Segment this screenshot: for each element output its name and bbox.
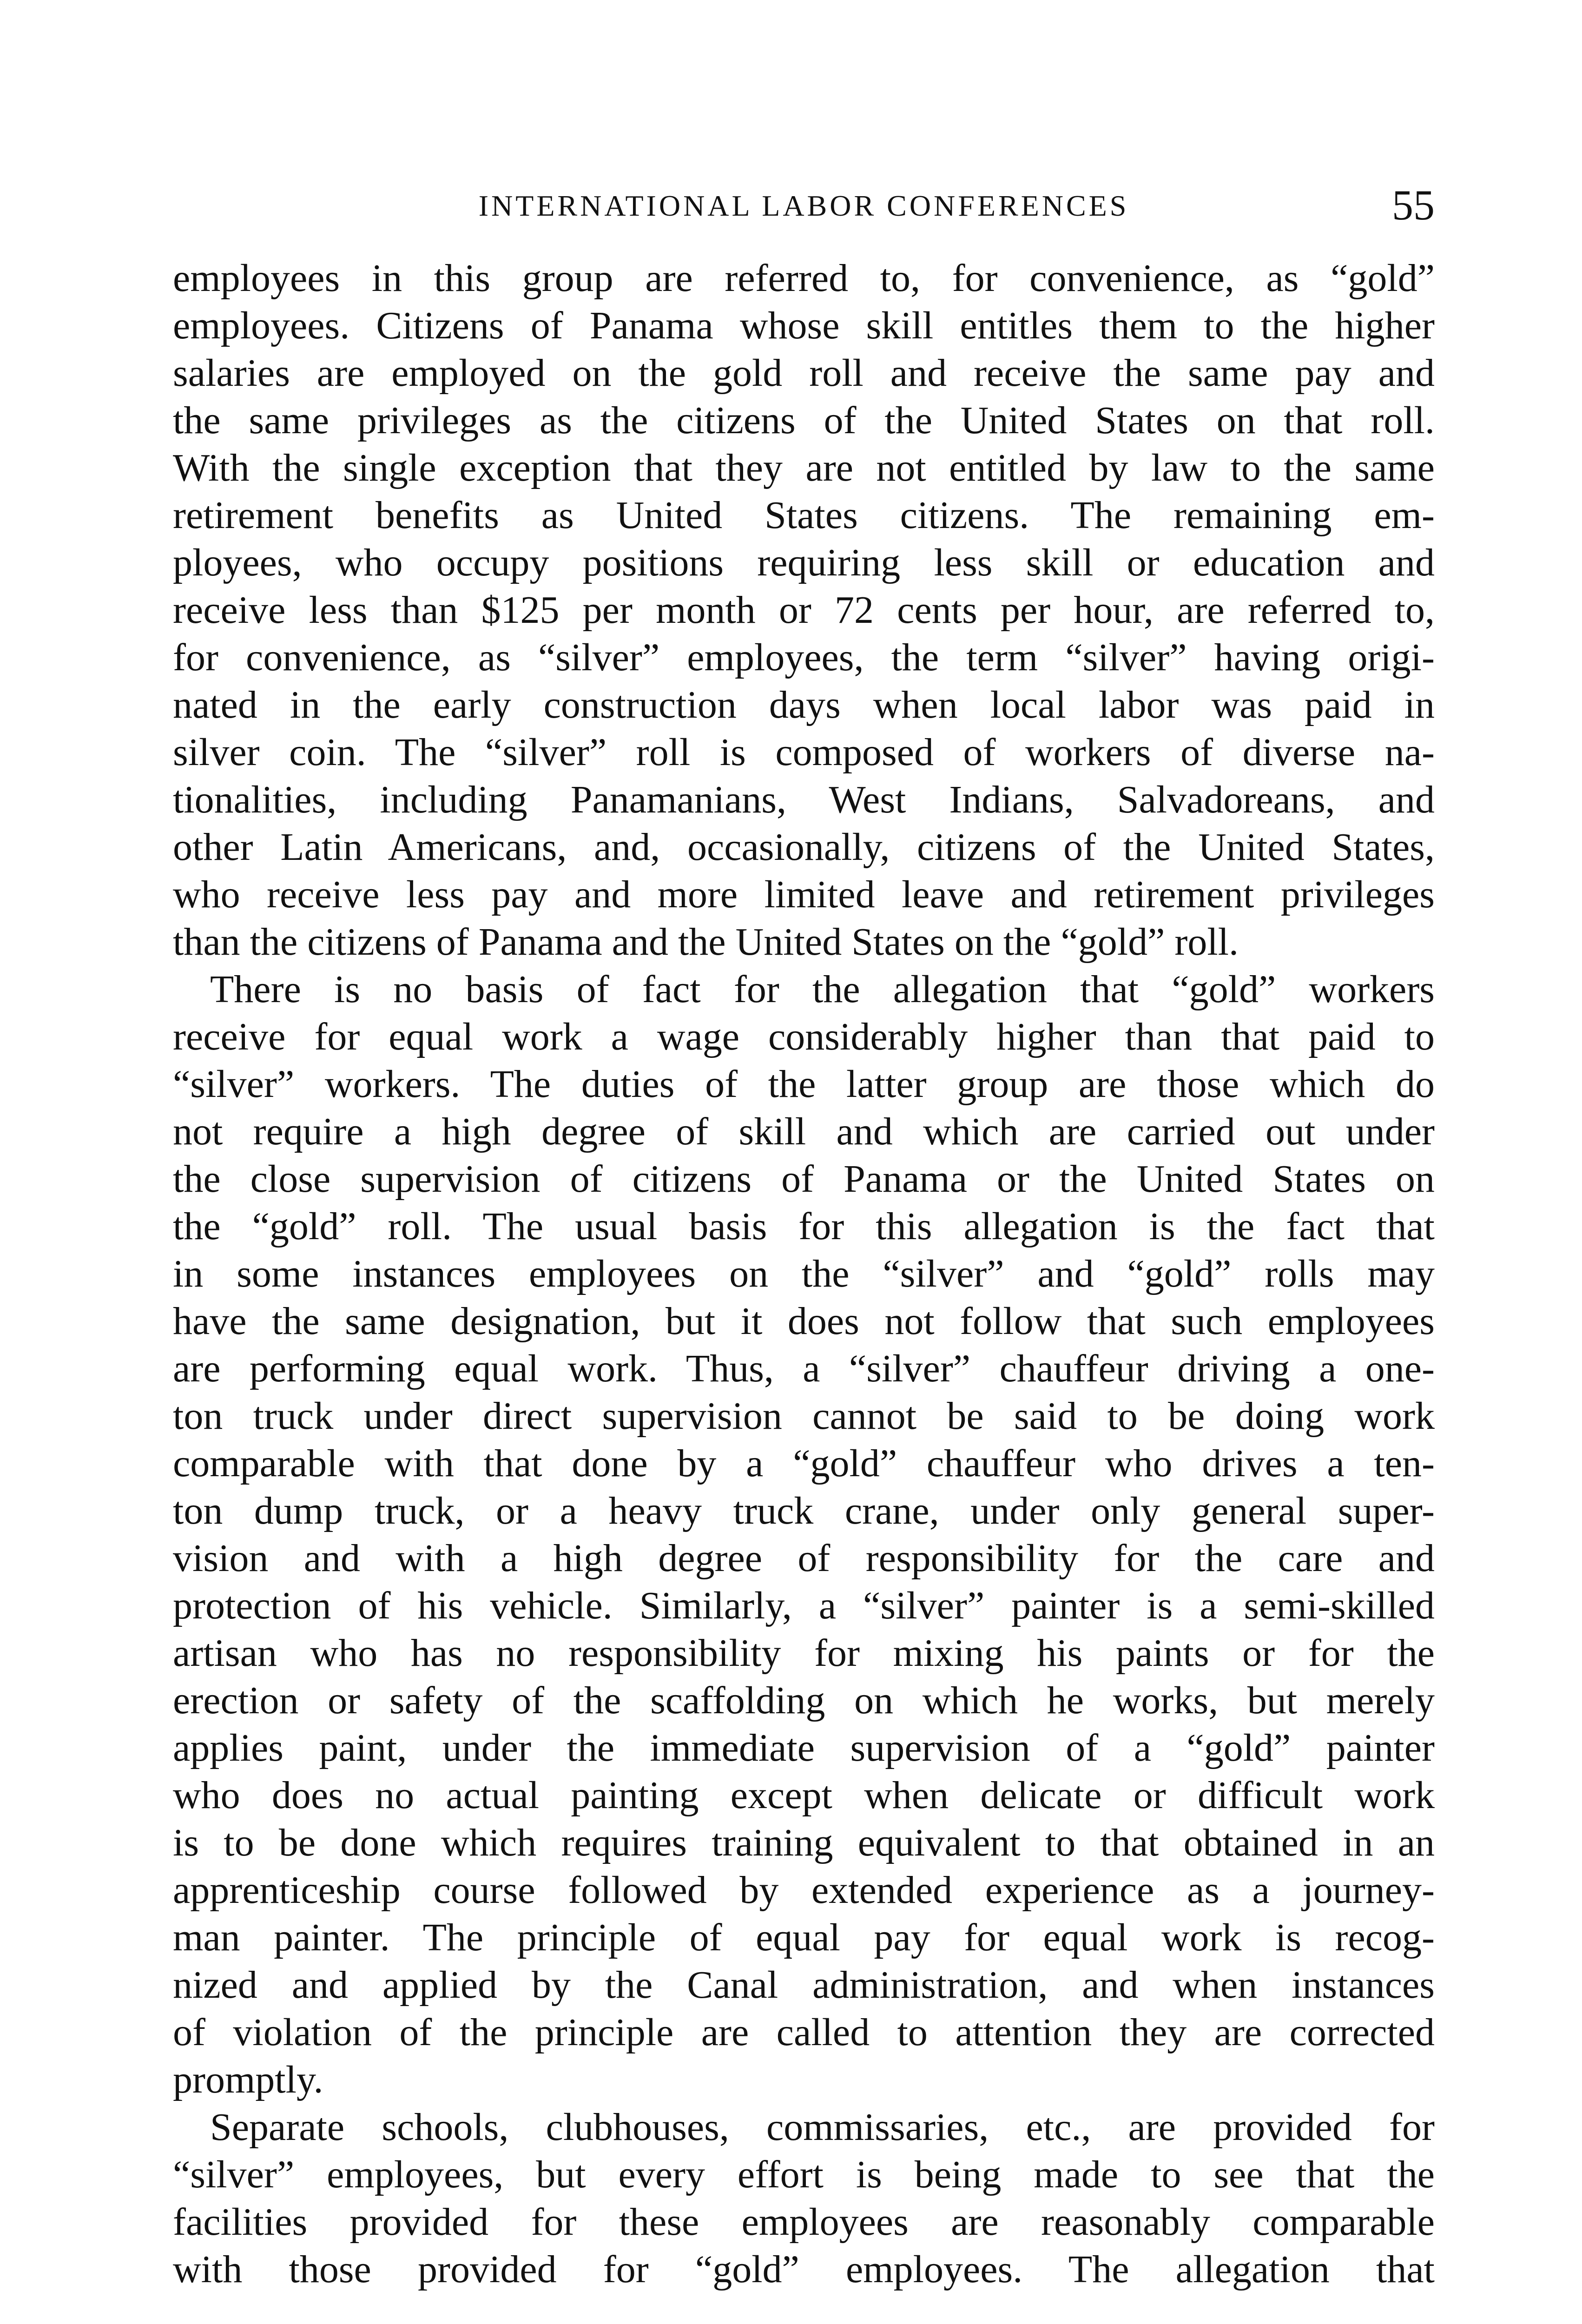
text-line: applies paint, under the immediate supervision of a “gold” painter xyxy=(173,1726,1435,1769)
text-line: not require a high degree of skill and which are carried out under xyxy=(173,1110,1435,1153)
text-line: for convenience, as “silver” employees, the term “silver” having origi- xyxy=(173,636,1435,679)
running-title: INTERNATIONAL LABOR CONFERENCES xyxy=(478,189,1129,222)
text-line: employees in this group are referred to, for convenience, as “gold” xyxy=(173,257,1435,300)
text-line: ployees, who occupy positions requiring less skill or education and xyxy=(173,541,1435,584)
paragraph xyxy=(173,2104,1435,2293)
paragraph xyxy=(173,966,1435,2104)
text-line: nized and applied by the Canal administration, and when instances xyxy=(173,1963,1435,2007)
paragraph xyxy=(173,255,1435,966)
body-text xyxy=(173,255,1435,2293)
text-line: have the same designation, but it does not follow that such employees xyxy=(173,1300,1435,1343)
text-line: with those provided for “gold” employees. The allegation that xyxy=(173,2248,1435,2291)
text-line: nated in the early construction days when local labor was paid in xyxy=(173,683,1435,726)
text-line: facilities provided for these employees are reasonably comparable xyxy=(173,2200,1435,2244)
text-line: silver coin. The “silver” roll is composed of workers of diverse na- xyxy=(173,731,1435,774)
text-line: man painter. The principle of equal pay for equal work is recog- xyxy=(173,1916,1435,1959)
text-line: protection of his vehicle. Similarly, a “silver” painter is a semi-skilled xyxy=(173,1584,1435,1627)
text-line: “silver” employees, but every effort is being made to see that the xyxy=(173,2153,1435,2196)
text-line: other Latin Americans, and, occasionally, citizens of the United States, xyxy=(173,825,1435,869)
text-line: receive less than $125 per month or 72 cents per hour, are referred to, xyxy=(173,588,1435,632)
text-line: erection or safety of the scaffolding on which he works, but merely xyxy=(173,1679,1435,1722)
text-line: ton truck under direct supervision cannot be said to be doing work xyxy=(173,1394,1435,1438)
page-number: 55 xyxy=(1392,181,1435,229)
text-line: who receive less pay and more limited leave and retirement privileges xyxy=(173,873,1435,916)
text-line: of violation of the principle are called to attention they are corrected xyxy=(173,2011,1435,2054)
text-line: receive for equal work a wage considerably higher than that paid to xyxy=(173,1015,1435,1058)
text-line: There is no basis of fact for the allegation that “gold” workers xyxy=(210,968,1435,1011)
text-line: is to be done which requires training equivalent to that obtained in an xyxy=(173,1821,1435,1864)
running-header xyxy=(173,180,1435,231)
text-line: who does no actual painting except when delicate or difficult work xyxy=(173,1774,1435,1817)
text-line: comparable with that done by a “gold” chauffeur who drives a ten- xyxy=(173,1442,1435,1485)
text-line: the “gold” roll. The usual basis for this allegation is the fact that xyxy=(173,1205,1435,1248)
text-line: tionalities, including Panamanians, West Indians, Salvadoreans, and xyxy=(173,778,1435,821)
text-line: the close supervision of citizens of Panama or the United States on xyxy=(173,1157,1435,1201)
text-line: employees. Citizens of Panama whose skill entitles them to the higher xyxy=(173,304,1435,347)
text-line: vision and with a high degree of responsibility for the care and xyxy=(173,1537,1435,1580)
text-line: “silver” workers. The duties of the latter group are those which do xyxy=(173,1063,1435,1106)
text-line: retirement benefits as United States citizens. The remaining em- xyxy=(173,494,1435,537)
text-line: artisan who has no responsibility for mixing his paints or for the xyxy=(173,1631,1435,1675)
text-line: the same privileges as the citizens of the United States on that roll. xyxy=(173,399,1435,442)
text-line: in some instances employees on the “silver” and “gold” rolls may xyxy=(173,1252,1435,1295)
text-line: than the citizens of Panama and the United States on the “gold” roll. xyxy=(173,920,1239,964)
text-line: salaries are employed on the gold roll and receive the same pay and xyxy=(173,351,1435,395)
text-line: promptly. xyxy=(173,2058,323,2101)
text-line: apprenticeship course followed by extended experience as a journey- xyxy=(173,1868,1435,1912)
text-line: are performing equal work. Thus, a “silver” chauffeur driving a one- xyxy=(173,1347,1435,1390)
text-line: With the single exception that they are not entitled by law to the same xyxy=(173,446,1435,489)
text-line: Separate schools, clubhouses, commissaries, etc., are provided for xyxy=(210,2106,1435,2149)
text-line: ton dump truck, or a heavy truck crane, under only general super- xyxy=(173,1489,1435,1532)
